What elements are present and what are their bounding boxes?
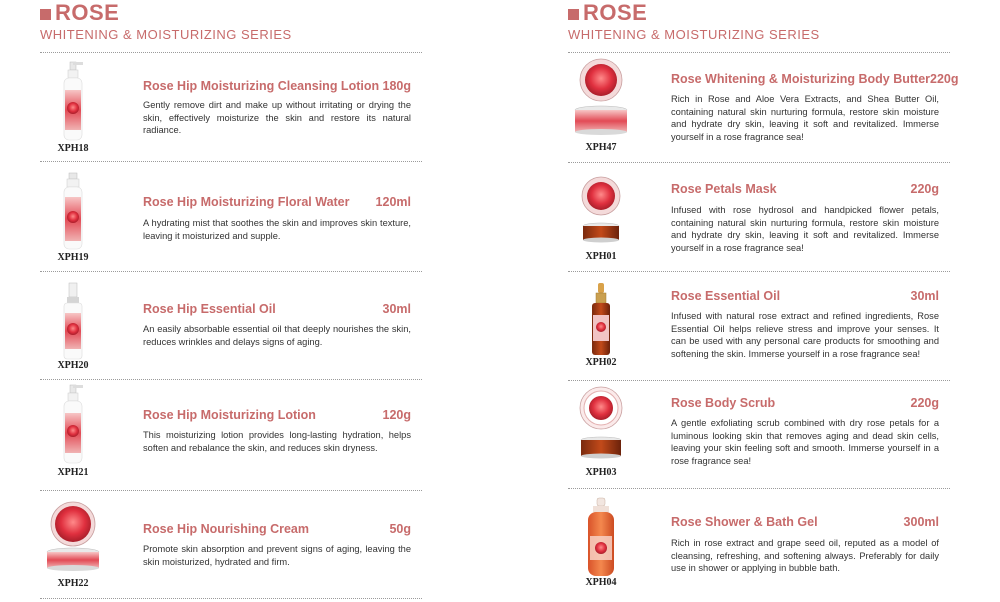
product-size: 220g	[910, 182, 939, 196]
divider	[40, 161, 422, 162]
product-code: XPH21	[57, 467, 89, 478]
product-description: Promote skin absorption and prevent signs of aging, leaving the skin moisturized, hydrated and firm.	[143, 544, 411, 567]
product-code: XPH22	[57, 578, 89, 589]
product-name: Rose Hip Moisturizing Floral Water	[143, 195, 350, 209]
series-subtitle: WHITENING & MOISTURIZING SERIES	[568, 27, 820, 42]
pump-bottle-icon	[40, 383, 106, 467]
brand-name: ROSE	[583, 0, 648, 25]
product-description: Infused with rose hydrosol and handpicked flower petals, containing natural skin nurturing formula, restore skin moisture and hydrate dry skin, leaving it soft and revitalized. Immerse yourself in a rose fragrance sea!	[671, 205, 939, 253]
cream-jar-icon	[568, 58, 634, 142]
product-description: Rich in rose extract and grape seed oil, reputed as a model of cleansing, refreshing, and softening always. Preferably for daily use in shower or applying in bubble bath.	[671, 538, 939, 573]
brand-heading	[40, 0, 422, 26]
product-title	[143, 522, 411, 536]
divider	[568, 52, 950, 53]
product-code: XPH03	[585, 467, 617, 478]
serum-bottle-icon	[40, 279, 106, 363]
right-catalog-column	[568, 0, 959, 588]
product-title	[143, 302, 411, 316]
left-catalog-column	[40, 0, 422, 589]
divider	[40, 379, 422, 380]
product-description: Infused with natural rose extract and refined ingredients, Rose Essential Oil helps relieve stress and improve your senses. It can be used with any personal care products for smoothing and softening the skin. Immerse yourself in a rose fragrance sea!	[671, 311, 939, 359]
product-code: XPH01	[585, 251, 617, 262]
divider	[40, 271, 422, 272]
gel-bottle-icon	[568, 496, 634, 578]
product-title	[671, 182, 939, 196]
product-description: Gently remove dirt and make up without irritating or drying the skin, effectively moisturize the skin and restore its natural radiance.	[143, 100, 411, 135]
product-size: 120ml	[375, 195, 411, 209]
product-title	[671, 289, 939, 303]
pump-bottle-icon	[40, 60, 106, 144]
dropper-bottle-icon	[568, 281, 634, 359]
divider	[40, 598, 422, 599]
mask-jar-icon	[568, 174, 634, 252]
product-name: Rose Petals Mask	[671, 182, 777, 196]
product-name: Rose Essential Oil	[671, 289, 781, 303]
product-code: XPH19	[57, 252, 89, 263]
product-code: XPH20	[57, 360, 89, 371]
divider	[568, 162, 950, 163]
spray-bottle-icon	[40, 169, 106, 253]
divider	[40, 490, 422, 491]
product-description: This moisturizing lotion provides long-lasting hydration, helps soften and rebalance the skin, and reduces skin dryness.	[143, 430, 411, 453]
product-code: XPH04	[585, 577, 617, 588]
product-description: A hydrating mist that soothes the skin and improves skin texture, leaving it moisturized and supple.	[143, 218, 411, 241]
product-size: 30ml	[910, 289, 939, 303]
divider	[568, 271, 950, 272]
product-size: 300ml	[903, 515, 939, 529]
product-size: 50g	[389, 522, 411, 536]
divider	[568, 380, 950, 381]
product-title	[143, 195, 411, 209]
product-size: 220g	[910, 396, 939, 410]
scrub-jar-icon	[568, 386, 634, 466]
product-title	[143, 79, 411, 93]
divider	[40, 52, 422, 53]
product-description: An easily absorbable essential oil that deeply nourishes the skin, reduces wrinkles and delays signs of aging.	[143, 324, 411, 347]
brand-square-icon	[40, 9, 51, 20]
product-title	[671, 72, 959, 86]
product-name: Rose Body Scrub	[671, 396, 776, 410]
product-code: XPH47	[585, 142, 617, 153]
product-size: 220g	[930, 72, 959, 86]
series-subtitle: WHITENING & MOISTURIZING SERIES	[40, 27, 292, 42]
product-code: XPH18	[57, 143, 89, 154]
product-size: 120g	[382, 408, 411, 422]
product-name: Rose Hip Nourishing Cream	[143, 522, 309, 536]
brand-square-icon	[568, 9, 579, 20]
product-title	[671, 515, 939, 529]
product-description: Rich in Rose and Aloe Vera Extracts, and Shea Butter Oil, containing natural skin nurturing formula, restore skin moisture and hydrate dry skin, leaving it soft and revitalized. Immerse yourself in a rose fragrance sea!	[671, 94, 939, 142]
cream-jar-icon	[40, 500, 106, 578]
brand-name: ROSE	[55, 0, 120, 25]
product-name: Rose Hip Moisturizing Lotion	[143, 408, 316, 422]
product-title	[143, 408, 411, 422]
product-name: Rose Hip Moisturizing Cleansing Lotion	[143, 79, 380, 93]
product-code: XPH02	[585, 357, 617, 368]
brand-heading	[568, 0, 950, 26]
product-name: Rose Shower & Bath Gel	[671, 515, 818, 529]
product-title	[671, 396, 939, 410]
product-name: Rose Hip Essential Oil	[143, 302, 276, 316]
product-name: Rose Whitening & Moisturizing Body Butter	[671, 72, 931, 86]
product-size: 30ml	[382, 302, 411, 316]
product-size: 180g	[382, 79, 411, 93]
product-description: A gentle exfoliating scrub combined with dry rose petals for a luminous looking skin that removes aging and dead skin cells, leaving your skin feeling soft and smooth. Immerse yourself in a rose fragrance sea!	[671, 418, 939, 466]
divider	[568, 488, 950, 489]
